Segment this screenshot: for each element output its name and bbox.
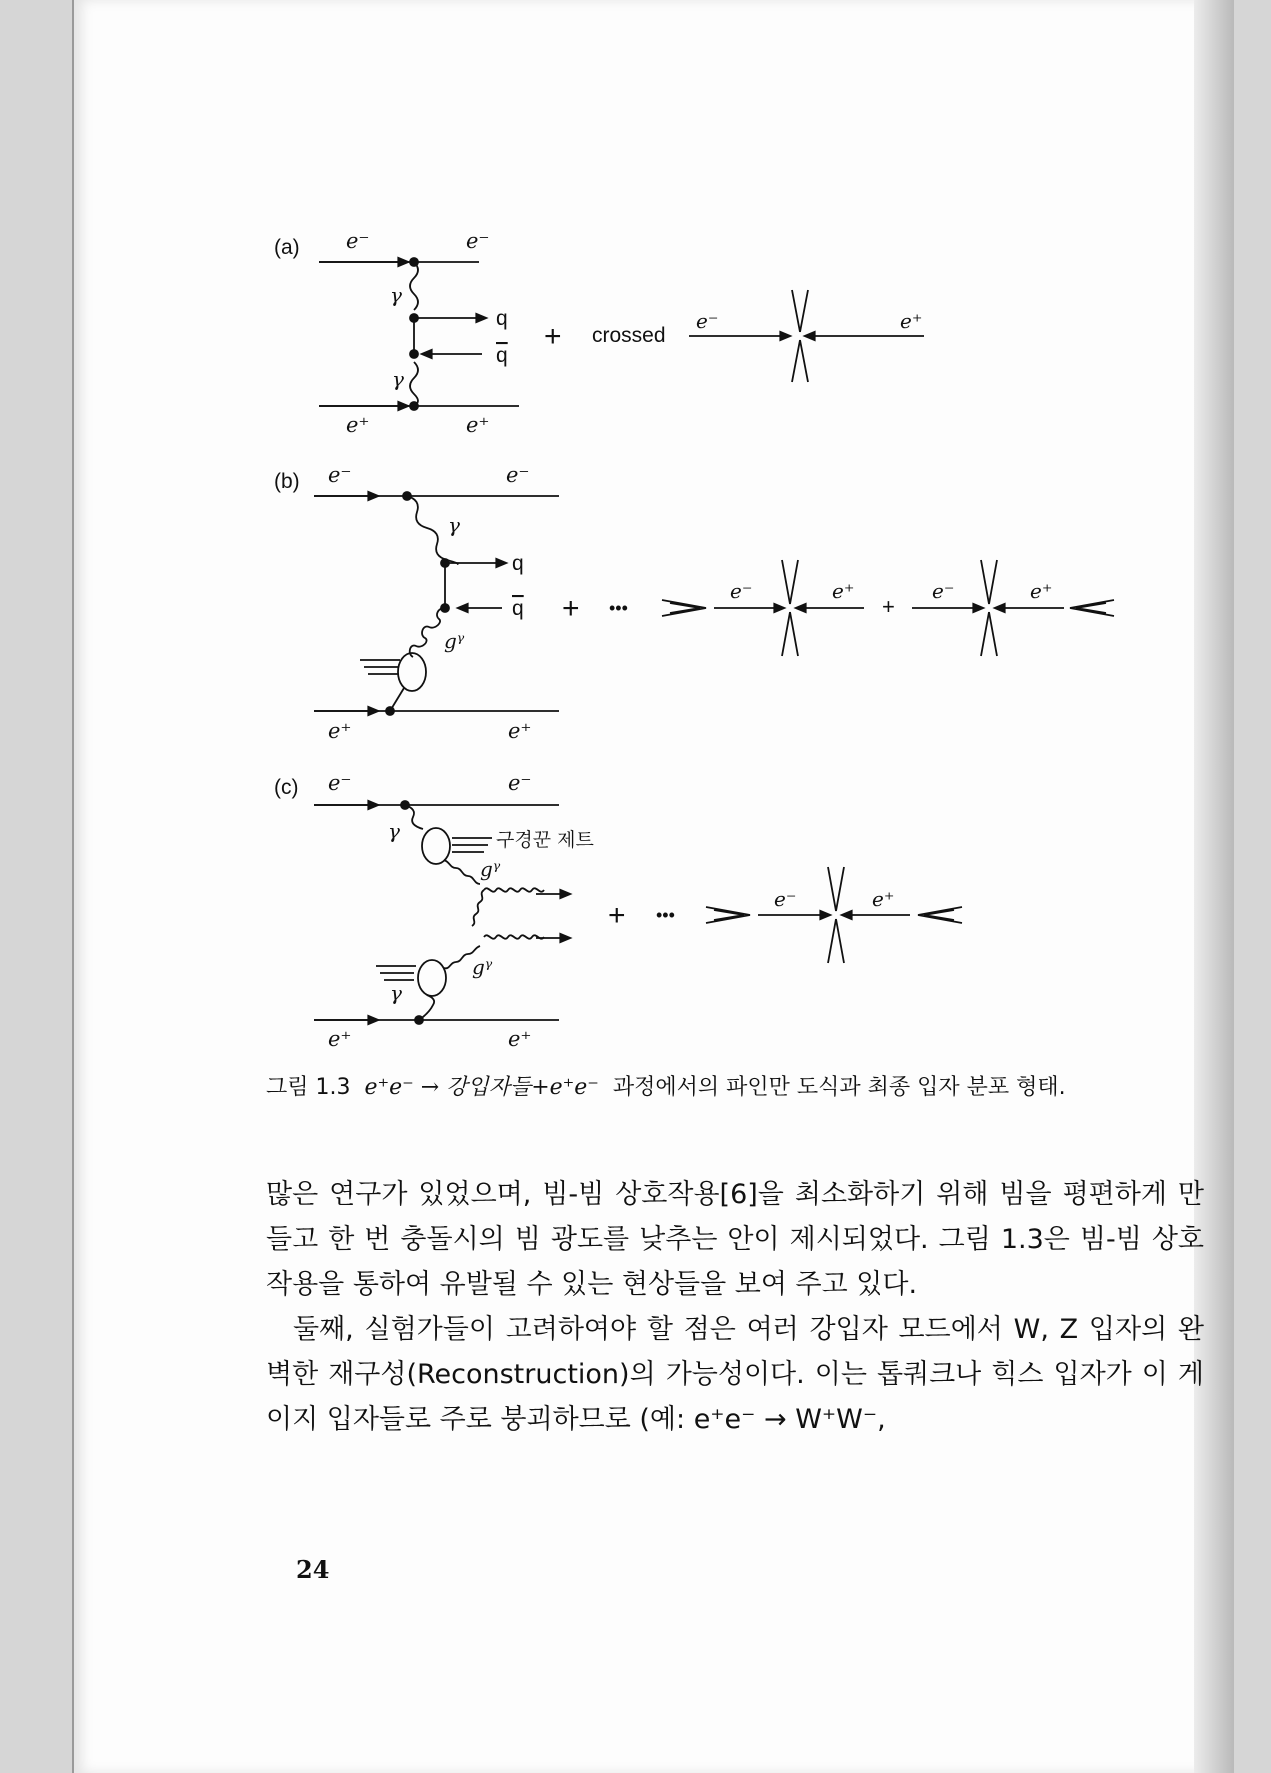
- paragraph-1: 많은 연구가 있었으며, 빔-빔 상호작용[6]을 최소화하기 위해 빔을 평편하게 만들고 한 번 충돌시의 빔 광도를 낮추는 안이 제시되었다. 그림 1.3은 빔-빔 상호작용을 통하여 유발될 수 있는 현상들을 보여 주고 있다.: [266, 1179, 1204, 1300]
- e-minus-label: e⁻: [730, 579, 753, 603]
- diagram-b: [314, 492, 1114, 715]
- e-plus-label: e⁺: [466, 413, 490, 437]
- e-minus-label: e⁻: [774, 887, 797, 911]
- gluon-label: gᵞ: [444, 629, 465, 653]
- crossed-label: crossed: [592, 324, 666, 347]
- photon-label: γ: [388, 819, 400, 843]
- paragraph-2: 둘째, 실험가들이 고려하여야 할 점은 여러 강입자 모드에서 W, Z 입자의 완벽한 재구성(Reconstruction)의 가능성이다. 이는 톱쿼크나 힉스 입자가 이 게이지 입자들로 주로 붕괴하므로 (예: e⁺e⁻ → W⁺W⁻,: [266, 1314, 1204, 1435]
- photon-line-a2: [410, 362, 418, 405]
- book-page: [72, 0, 1234, 1773]
- plus-sign: +: [882, 594, 895, 619]
- caption-formula: e⁺e⁻ → 강입자들+e⁺e⁻: [364, 1075, 599, 1100]
- e-plus-label: e⁺: [1030, 579, 1053, 603]
- e-plus-label: e⁺: [508, 1027, 532, 1051]
- panel-label-c: (c): [274, 776, 299, 799]
- e-minus-label: e⁻: [506, 463, 530, 487]
- e-minus-label: e⁻: [466, 229, 490, 253]
- e-minus-label: e⁻: [346, 229, 370, 253]
- e-plus-label: e⁺: [328, 1027, 352, 1051]
- e-minus-label: e⁻: [696, 309, 719, 333]
- panel-label-b: (b): [274, 470, 300, 493]
- photon-line-a1: [410, 262, 418, 310]
- ellipsis-dots: •••: [609, 598, 628, 618]
- figure-caption: [266, 1070, 1216, 1101]
- photon-label: γ: [392, 367, 404, 391]
- photon-label: γ: [390, 283, 402, 307]
- e-minus-label: e⁻: [328, 463, 352, 487]
- e-minus-label: e⁻: [932, 579, 955, 603]
- antiquark-label: q: [512, 597, 524, 620]
- photon-label: γ: [448, 513, 460, 537]
- caption-prefix: 그림 1.3: [266, 1075, 351, 1100]
- e-minus-label: e⁻: [328, 771, 352, 795]
- ellipsis-dots: •••: [656, 905, 675, 925]
- e-minus-label: e⁻: [508, 771, 532, 795]
- e-plus-label: e⁺: [346, 413, 370, 437]
- plus-sign: +: [544, 320, 562, 353]
- gluon-line-c1: [444, 860, 480, 884]
- gluon-line-b: [410, 608, 445, 657]
- e-plus-label: e⁺: [508, 719, 532, 743]
- plus-sign: +: [608, 899, 626, 932]
- panel-label-a: (a): [274, 236, 300, 259]
- diagram-c: [314, 801, 962, 1024]
- page-number: 24: [296, 1555, 330, 1584]
- e-plus-label: e⁺: [328, 719, 352, 743]
- spectator-jet-label: 구경꾼 제트: [496, 829, 594, 851]
- feynman-diagrams-figure: [74, 0, 1234, 1060]
- gluon-line-c-vertical: [472, 890, 484, 926]
- gluon-label: gᵞ: [472, 955, 493, 979]
- plus-sign: +: [562, 592, 580, 625]
- quark-label: q: [512, 552, 524, 575]
- e-plus-label: e⁺: [832, 579, 855, 603]
- e-plus-label: e⁺: [872, 887, 895, 911]
- e-plus-label: e⁺: [900, 309, 923, 333]
- photon-label: γ: [390, 981, 402, 1005]
- caption-text: 과정에서의 파인만 도식과 최종 입자 분포 형태.: [612, 1075, 1066, 1100]
- gluon-label: gᵞ: [480, 857, 501, 881]
- antiquark-label: q: [496, 344, 508, 367]
- quark-label: q: [496, 307, 508, 330]
- body-text: [266, 1172, 1204, 1442]
